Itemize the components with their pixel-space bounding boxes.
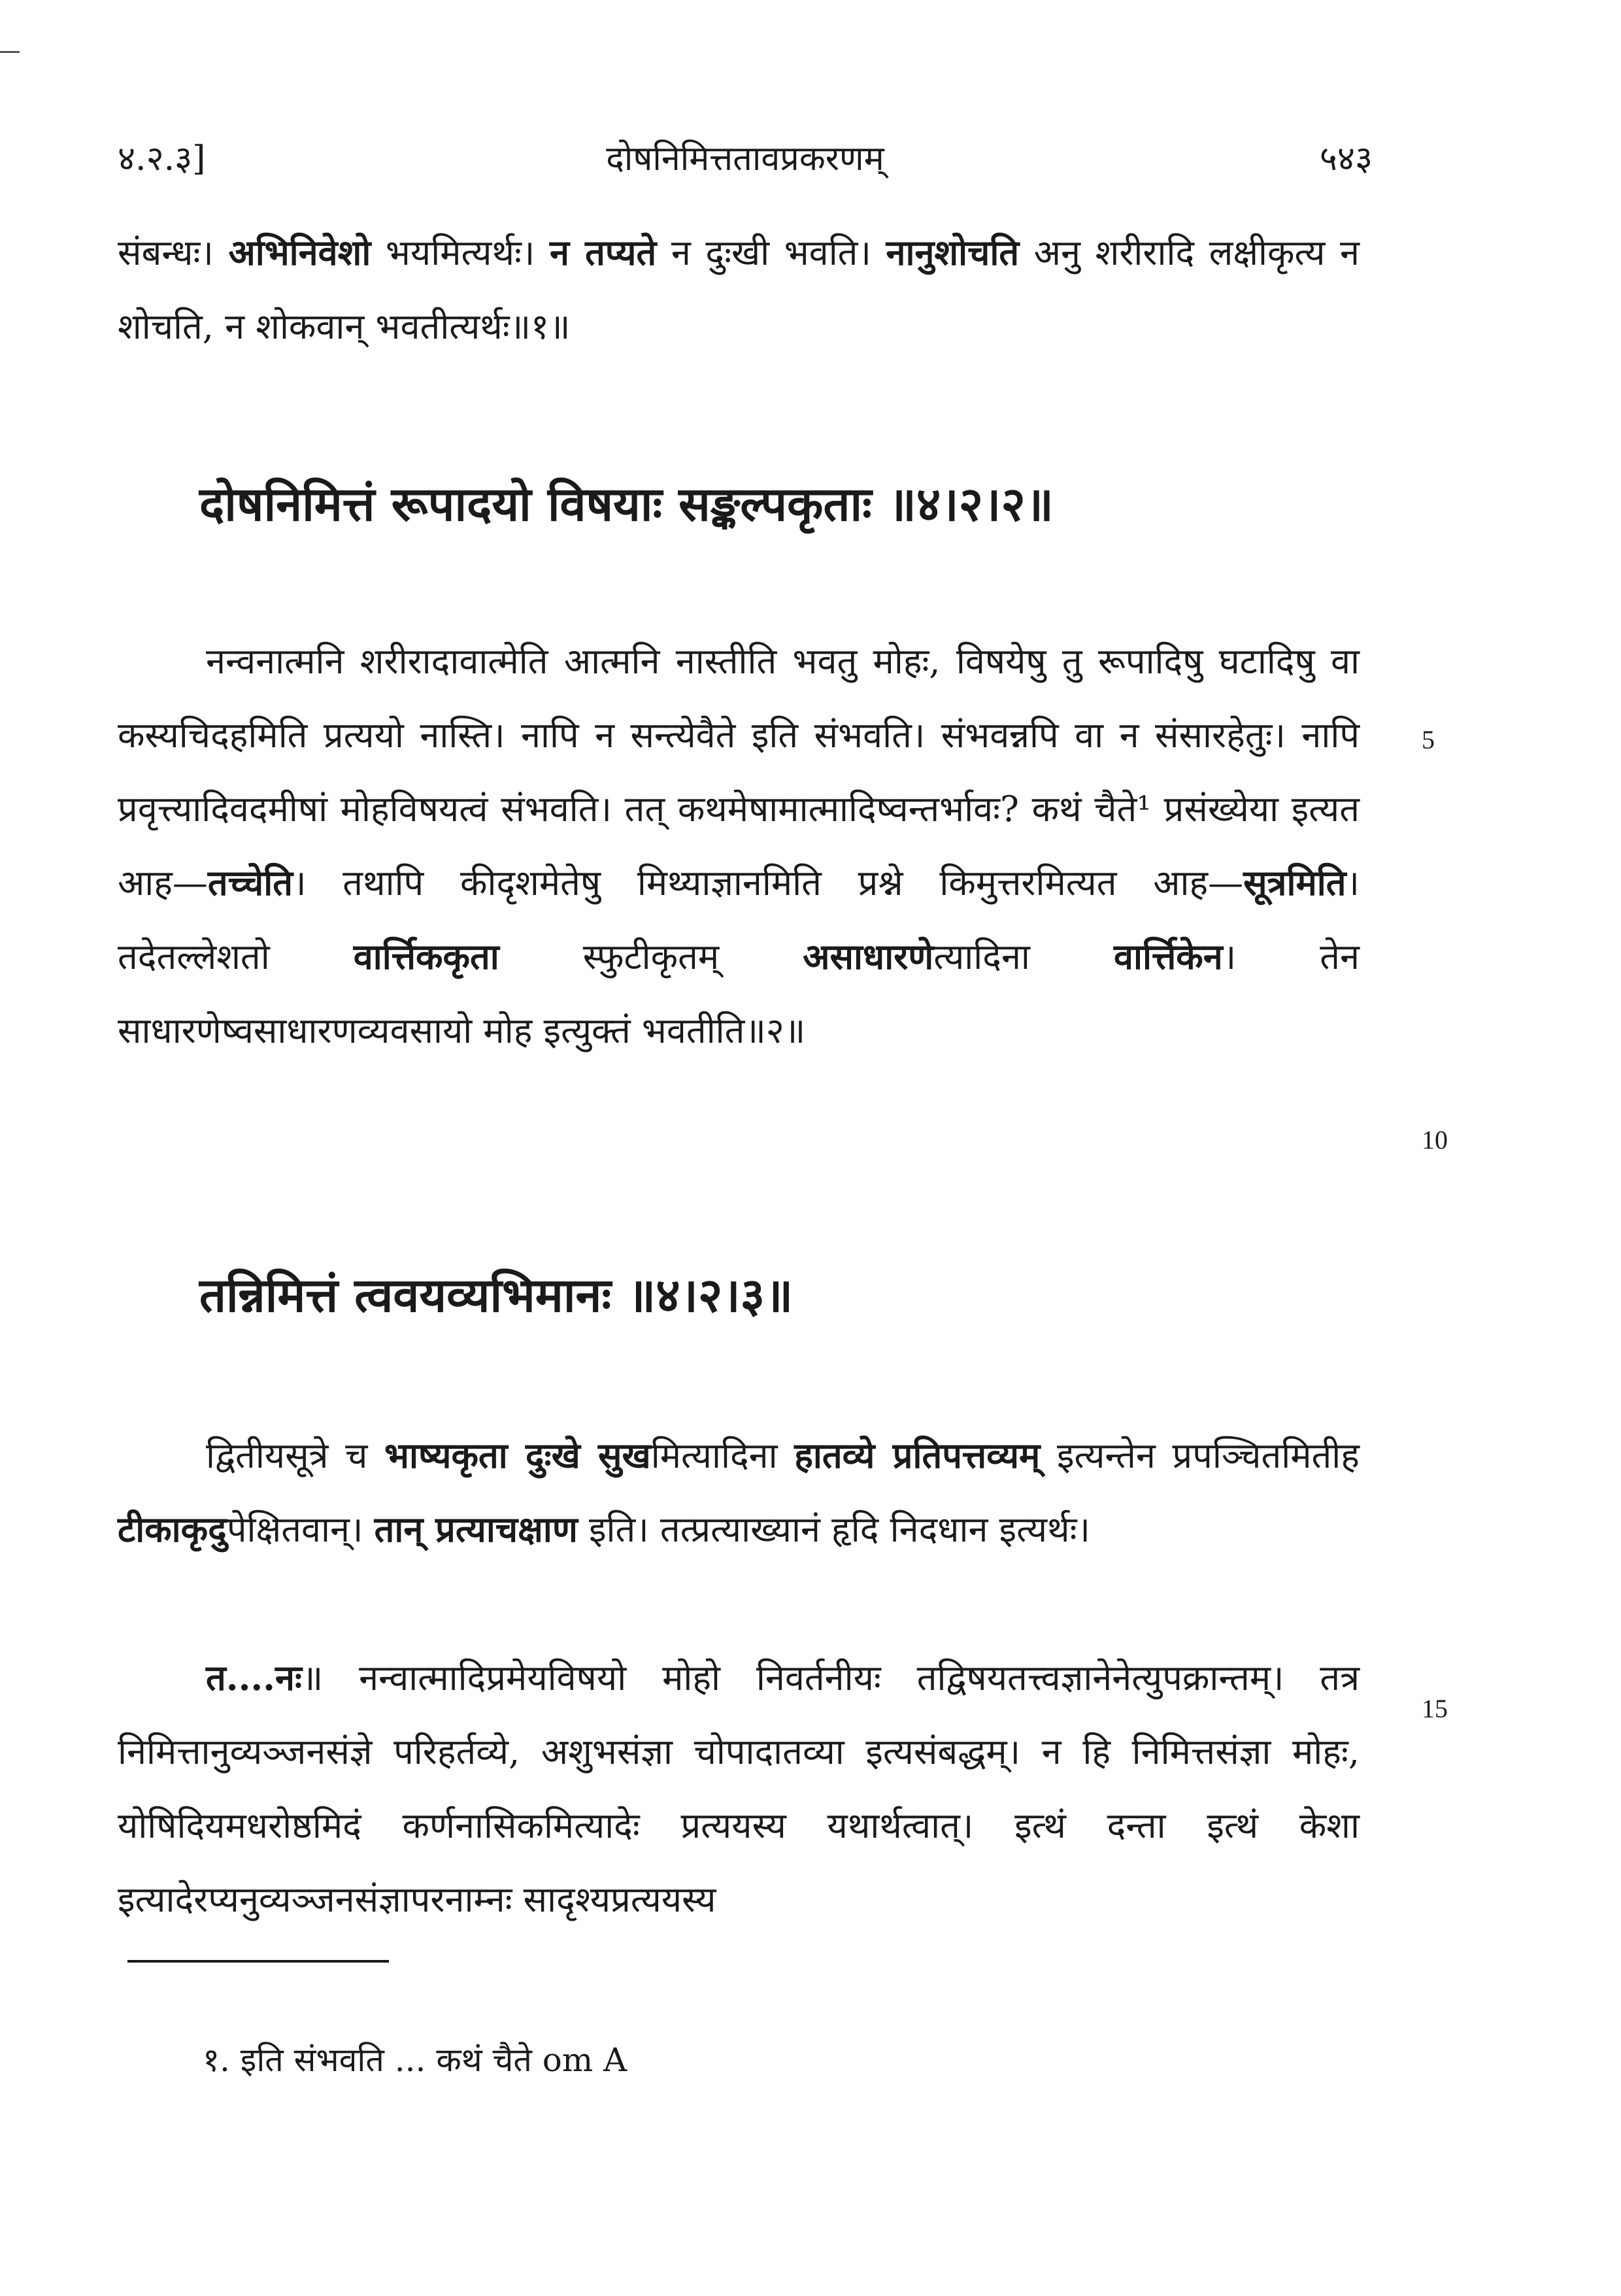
bold-term: नानुशोचति — [886, 231, 1020, 273]
header-page-number: ५४३ — [1319, 139, 1373, 178]
bold-term: तच्चेति — [207, 862, 293, 903]
line-number-15: 15 — [1422, 1694, 1448, 1723]
text-run: न दुःखी भवति। — [656, 232, 886, 273]
text-run: त्यादिना — [933, 936, 1114, 977]
paragraph-2 — [118, 624, 1360, 1068]
text-run: भयमित्यर्थः। — [371, 232, 550, 273]
text-run: संबन्धः। — [118, 232, 229, 273]
footnote-separator — [127, 1960, 389, 1963]
text-run: इत्यन्तेन प्रपञ्चितमितीह — [1040, 1435, 1360, 1476]
scan-margin-mark — [0, 51, 20, 53]
sutra-4-2-2: दोषनिमित्तं रूपादयो विषयाः सङ्कल्पकृताः ॥४।२।२॥ — [199, 476, 1054, 532]
sutra-4-2-3: तन्निमित्तं त्ववयव्यभिमानः ॥४।२।३॥ — [199, 1267, 794, 1323]
text-run: इति। तत्प्रत्याख्यानं हृदि निदधान इत्यर्थः। — [577, 1509, 1090, 1550]
text-run: । तथापि कीदृशमेतेषु मिथ्याज्ञानमिति प्रश्ने किमुत्तरमित्यत आह— — [293, 862, 1244, 903]
line-number-5: 5 — [1422, 725, 1435, 754]
bold-term: अभिनिवेशो — [228, 231, 371, 273]
text-run: ॥ नन्वात्मादिप्रमेयविषयो मोहो निवर्तनीयः तद्विषयतत्त्वज्ञानेनेत्युपक्रान्तम्। तत्र निमित्तानुव्यञ्जनसंज्ञे परिहर्तव्ये, अशुभसंज्ञा चोपादातव्या इत्यसंबद्धम्। न हि निमित्तसंज्ञा मोहः, योषिदियमधरोष्ठमिदं कर्णनासिकमित्यादेः प्रत्ययस्य यथार्थत्वात्। इत्थं दन्ता इत्थं केशा इत्यादेरप्यनुव्यञ्जनसंज्ञापरनाम्नः सादृश्यप्रत्ययस्य — [118, 1657, 1360, 1920]
text-run: । तेन साधारणेष्वसाधारणव्यवसायो मोह इत्युक्तं भवतीति॥२॥ — [118, 936, 1360, 1051]
bold-term: हातव्ये प्रतिपत्तव्यम् — [794, 1434, 1041, 1476]
line-number-10: 10 — [1422, 1125, 1448, 1155]
footnote-1: १. इति संभवति ... कथं चैते om A — [203, 2041, 627, 2079]
bold-term: वार्त्तिकेन — [1113, 936, 1223, 977]
text-run: नन्वनात्मनि शरीरादावात्मेति आत्मनि नास्तीति भवतु मोहः, विषयेषु तु रूपादिषु घटादिषु वा कस्यचिदहमिति प्रत्ययो नास्ति। नापि न सन्त्येवैते इति संभवति। संभवन्नपि वा न संसारहेतुः। नापि प्रवृत्त्यादिवदमीषां मोहविषयत्वं संभवति। तत् कथमेषामात्मादिष्वन्तर्भावः? कथं चैते¹ प्रसंख्येया इत्यत आह— — [118, 641, 1360, 903]
header-chapter-title: दोषनिमित्ततावप्रकरणम् — [606, 139, 884, 178]
text-run: मित्यादिना — [650, 1435, 795, 1476]
bold-term: त....नः — [206, 1657, 302, 1698]
paragraph-3 — [118, 1419, 1360, 1566]
bold-term: न तप्यते — [549, 231, 657, 273]
text-run: । तदेतल्लेशतो — [118, 862, 1360, 977]
bold-term: असाधारणे — [803, 936, 934, 977]
text-run: स्फुटीकृतम् — [499, 936, 803, 977]
header-section-number: ४.२.३] — [118, 139, 206, 178]
text-run: द्वितीयसूत्रे च — [206, 1435, 385, 1476]
running-header — [118, 134, 1373, 193]
bold-term: वार्त्तिककृता — [353, 936, 499, 977]
text-run: अनु शरीरादि लक्षीकृत्य न शोचति, न शोकवान् भवतीत्यर्थः॥१॥ — [118, 232, 1360, 347]
bold-term: भाष्यकृता दुःखे सुख — [384, 1434, 651, 1476]
bold-term: तान् प्रत्याचक्षाण — [374, 1508, 578, 1550]
bold-term: टीकाकृदु — [118, 1508, 227, 1550]
paragraph-1 — [118, 216, 1360, 363]
text-run: पेक्षितवान्। — [226, 1509, 375, 1550]
paragraph-4 — [118, 1641, 1360, 1936]
bold-term: सूत्रमिति — [1243, 862, 1346, 903]
